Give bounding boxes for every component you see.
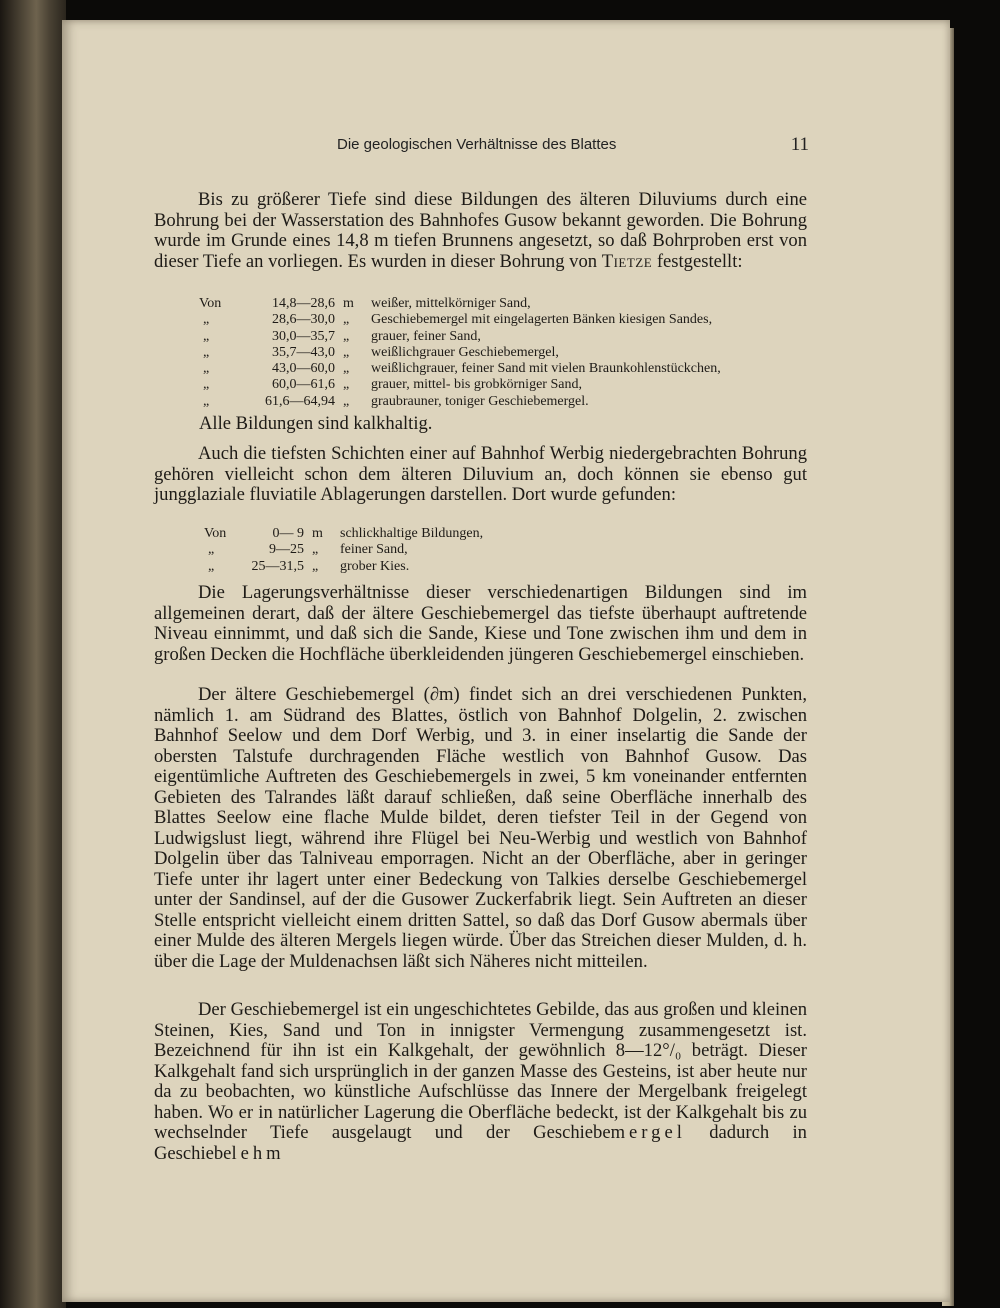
depth-prefix: „ [203,344,210,360]
depth-unit: „ [343,312,350,328]
depth-range: 0— 9 [272,526,304,541]
depth-prefix: „ [208,542,215,558]
intro-text: Bis zu größerer Tiefe sind diese Bildungen des älteren Diluviums durch eine Bohrung bei der Wasserstation des Bahnhofes Gusow bekannt geworden. Die Bohrung wurde im Grunde eines 14,8 m tiefen Brunnens angesetzt, so daß Bohrproben erst von dieser Tiefe an vorliegen. Es wurden in dieser Bohrung von [154,189,807,272]
running-title: Die geologischen Verhältnisse des Blattes [337,136,617,153]
depth-range: 9—25 [269,542,304,558]
depth-range: 60,0—61,6 [272,377,335,393]
depth-prefix: „ [208,558,215,574]
book-binding [0,0,66,1308]
layer-description: Geschiebemergel mit eingelagerten Bänken kiesigen Sandes, [371,312,713,328]
depth-prefix: Von [204,526,227,541]
borehole-row [199,361,721,377]
layer-description: weißlichgrauer Geschiebemergel, [371,344,559,360]
depth-unit: „ [312,558,319,574]
gebilde-text-middle: dadurch in Geschiebe [154,1122,807,1164]
layer-description: graubrauner, toniger Geschiebemergel. [371,393,589,409]
borehole-row [204,542,483,558]
paragraph-intro [154,190,807,272]
depth-range: 61,6—64,94 [265,393,335,409]
depth-prefix: „ [203,312,210,328]
depth-unit: „ [343,344,350,360]
layer-description: grauer, feiner Sand, [371,328,481,344]
depth-unit: „ [343,361,350,377]
depth-prefix: „ [203,328,210,344]
layer-description: weißlichgrauer, feiner Sand mit vielen Braunkohlenstückchen, [371,361,721,377]
borehole-table-werbig [204,526,483,575]
page-number: 11 [790,134,809,155]
borehole-row [204,526,483,542]
borehole-row [199,329,721,345]
depth-prefix: „ [203,361,210,377]
intro-text-end: festgestellt: [652,250,743,272]
borehole-row [199,312,721,328]
spaced-word-mergel: mergel [610,1122,686,1143]
gebilde-text: Der Geschiebemergel ist ein ungeschichtetes Gebilde, das aus großen und kleinen Steinen, Kies, Sand und Ton in innigster Vermengung zusammengesetzt ist. Bezeichnend für ihn ist ein Kalkgehalt, der gewöhnlich 8—12°/₀ beträgt. Dieser Kalkgehalt fand sich ursprünglich in der ganzen Masse des Gesteins, ist aber heute nur da zu beobachten, wo künstliche Aufschlüsse das Innere der Mergelbank freigelegt haben. Wo er in natürlicher Lagerung die Oberfläche bedeckt, ist der Kalkgehalt bis zu wechselnder Tiefe ausgelaugt und der Geschiebe [154,999,807,1143]
paragraph-werbig: Auch die tiefsten Schichten einer auf Bahnhof Werbig niedergebrachten Bohrung gehören vielleicht schon dem älteren Diluvium an, doch können sie ebenso gut jungglaziale fluviatile Ablagerungen darstellen. Dort wurde gefunden: [154,443,807,505]
depth-range: 35,7—43,0 [272,344,335,360]
depth-unit: „ [343,393,350,409]
paragraph-aelterer-geschiebemergel: Der ältere Geschiebemergel (∂m) findet sich an drei verschiedenen Punkten, nämlich 1. am Südrand des Blattes, östlich von Bahnhof Dolgelin, 2. zwischen Bahnhof Seelow und dem Dorf Werbig, und 3. in einer inselartig die Sande der obersten Talstufe durchragenden Fläche westlich von Bahnhof Gusow. Das eigentümliche Auftreten des Geschiebemergels in zwei, 5 km voneinander entfernten Gebieten des Talrandes läßt darauf schließen, daß seine Oberfläche innerhalb des Blattes Seelow eine flache Mulde bildet, deren tiefster Teil in der Gegend von Ludwigslust liegt, während ihre Flügel bei Neu-Werbig und westlich von Bahnhof Dolgelin über das Talniveau emporragen. Nicht an der Oberfläche, aber in geringer Tiefe unter ihr lagert unter einer Bedeckung von Talkies derselbe Geschiebemergel unter der Sandinsel, auf der die Gusower Zuckerfabrik liegt. Sein Auftreten an dieser Stelle entspricht vielleicht einem dritten Sattel, so daß das Dorf Gusow abermals über einer Mulde des älteren Mergels liegen würde. Über das Streichen dieser Mulden, d. h. über die Lage der Muldenachsen läßt sich Näheres nicht mitteilen. [154,684,807,972]
depth-unit: m [343,296,354,311]
depth-range: 14,8—28,6 [272,296,335,311]
depth-range: 25—31,5 [251,558,304,574]
borehole-table-gusow [199,296,721,410]
layer-description: grauer, mittel- bis grobkörniger Sand, [371,377,582,393]
borehole-row [204,559,483,575]
paragraph-gebilde [154,1000,807,1164]
depth-unit: „ [343,328,350,344]
paragraph-lagerung: Die Lagerungsverhältnisse dieser verschiedenartigen Bildungen sind im allgemeinen derart, daß der ältere Geschiebemergel das tiefste überhaupt auftretende Niveau einnimmt, und daß sich die Sande, Kiese und Tone zwischen ihm und dem in großen Decken die Hochfläche überkleidenden jüngeren Geschiebemergel einschieben. [154,582,807,665]
borehole-row [199,394,721,410]
depth-unit: „ [343,377,350,393]
borehole-row [199,377,721,393]
paragraph-kalkhaltig: Alle Bildungen sind kalkhaltig. [199,413,433,434]
author-name: Tietze [601,250,653,272]
borehole-row [199,345,721,361]
depth-unit: m [312,526,323,541]
depth-range: 43,0—60,0 [272,361,335,377]
depth-prefix: Von [199,296,222,311]
depth-range: 28,6—30,0 [272,312,335,328]
depth-unit: „ [312,542,319,558]
spaced-word-lehm: lehm [231,1142,285,1164]
depth-prefix: „ [203,377,210,393]
running-header [154,134,809,156]
depth-range: 30,0—35,7 [272,328,335,344]
depth-prefix: „ [203,393,210,409]
layer-description: feiner Sand, [340,542,408,558]
layer-description: schlickhaltige Bildungen, [340,526,484,541]
layer-description: weißer, mittelkörniger Sand, [371,296,531,311]
borehole-row [199,296,721,312]
layer-description: grober Kies. [340,558,410,574]
